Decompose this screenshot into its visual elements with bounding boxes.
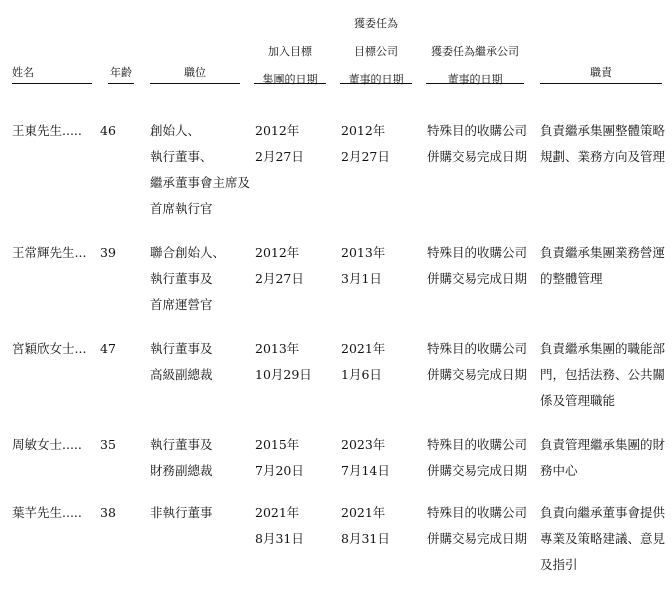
header-age-line: 年齡: [110, 66, 132, 79]
cell-duties-line: 的整體管理: [540, 271, 603, 286]
cell-name: 葉芊先生.....: [12, 505, 82, 520]
cell-appointed-successor-line: 併購交易完成日期: [427, 463, 528, 478]
cell-appointed-successor-line: 特殊目的收購公司: [427, 505, 528, 520]
cell-duties: [540, 500, 665, 578]
cell-position: [150, 240, 225, 318]
cell-appointed-target-line: 7月14日: [341, 463, 390, 478]
cell-joined-line: 10月29日: [255, 367, 312, 382]
cell-joined: [255, 240, 304, 292]
cell-duties-line: 負責繼承集團整體策略: [540, 123, 666, 138]
cell-duties-line: 係及管理職能: [540, 393, 616, 408]
cell-joined-line: 2012年: [255, 123, 300, 138]
cell-appointed-successor: [427, 118, 527, 170]
cell-appointed-target: [341, 240, 385, 292]
header-name: [12, 66, 34, 80]
cell-joined-line: 2012年: [255, 245, 300, 260]
header-rule-duties: [540, 83, 662, 84]
cell-joined: [255, 500, 304, 552]
header-appointed-successor: [426, 38, 524, 94]
cell-position-line: 首席運營官: [150, 297, 213, 312]
cell-appointed-target: [341, 118, 390, 170]
cell-position-line: 繼承董事會主席及: [150, 175, 251, 190]
header-duties: [540, 66, 662, 80]
cell-joined: [255, 118, 304, 170]
cell-appointed-target-line: 1月6日: [341, 367, 382, 382]
cell-appointed-successor-line: 併購交易完成日期: [427, 271, 528, 286]
cell-appointed-successor: [427, 500, 527, 552]
cell-position-line: 高級副總裁: [150, 367, 213, 382]
header-name-line: 姓名: [12, 66, 34, 79]
header-appointed-target-line-1: 獲委任為: [354, 17, 398, 30]
cell-appointed-target: [341, 432, 390, 484]
cell-duties-line: 專業及策略建議、意見: [540, 531, 666, 546]
cell-joined: [255, 336, 312, 388]
cell-name: 周敏女士.....: [12, 437, 82, 452]
cell-position-line: 財務副總裁: [150, 463, 213, 478]
cell-age: 39: [100, 245, 116, 260]
cell-duties-line: 負責管理繼承集團的財: [540, 437, 666, 452]
cell-duties-line: 門，包括法務、公共關: [540, 367, 666, 382]
cell-appointed-target-line: 2023年: [341, 437, 386, 452]
cell-position-line: 執行董事及: [150, 271, 213, 286]
cell-position-line: 首席執行官: [150, 201, 213, 216]
cell-duties-line: 負責繼承集團的職能部: [540, 341, 666, 356]
cell-joined-line: 8月31日: [255, 531, 304, 546]
cell-appointed-target: [341, 336, 385, 388]
cell-name: 宮穎欣女士...: [12, 341, 87, 356]
header-rule-appointed-target: [340, 83, 412, 84]
cell-age: 38: [100, 505, 116, 520]
cell-appointed-target-line: 2021年: [341, 341, 386, 356]
header-appointed-successor-line-1: 獲委任為繼承公司: [431, 45, 519, 58]
cell-joined-line: 2月27日: [255, 271, 304, 286]
cell-duties: [540, 118, 665, 170]
header-rule-name: [12, 83, 92, 84]
cell-appointed-target-line: 8月31日: [341, 531, 390, 546]
cell-appointed-target-line: 2013年: [341, 245, 386, 260]
cell-age: 35: [100, 437, 116, 452]
header-appointed-successor-line-2: 董事的日期: [447, 73, 503, 86]
cell-appointed-target-line: 2021年: [341, 505, 386, 520]
cell-joined-line: 7月20日: [255, 463, 304, 478]
cell-duties: [540, 336, 665, 414]
cell-duties-line: 負責繼承集團業務營運: [540, 245, 666, 260]
header-rule-age: [108, 83, 134, 84]
cell-joined: [255, 432, 304, 484]
cell-position-line: 執行董事及: [150, 437, 213, 452]
cell-appointed-successor: [427, 432, 527, 484]
header-rule-position: [150, 83, 240, 84]
header-appointed-target: [340, 10, 412, 94]
cell-appointed-successor-line: 併購交易完成日期: [427, 367, 528, 382]
header-position-line: 職位: [184, 66, 206, 79]
cell-duties-line: 及指引: [540, 557, 578, 572]
cell-name: 王東先生.....: [12, 123, 82, 138]
cell-appointed-target-line: 2012年: [341, 123, 386, 138]
cell-appointed-target: [341, 500, 390, 552]
header-age: [108, 66, 134, 80]
cell-joined-line: 2021年: [255, 505, 300, 520]
header-position: [150, 66, 240, 80]
cell-duties-line: 負責向繼承董事會提供: [540, 505, 666, 520]
cell-duties-line: 規劃、業務方向及管理: [540, 149, 666, 164]
cell-appointed-successor-line: 特殊目的收購公司: [427, 437, 528, 452]
cell-position: [150, 500, 213, 526]
header-joined-line-2: 集團的日期: [262, 73, 318, 86]
cell-position: [150, 336, 213, 388]
cell-appointed-successor-line: 特殊目的收購公司: [427, 341, 528, 356]
cell-age: 47: [100, 341, 116, 356]
cell-duties: [540, 432, 665, 484]
cell-duties: [540, 240, 665, 292]
cell-joined-line: 2月27日: [255, 149, 304, 164]
cell-age: 46: [100, 123, 116, 138]
header-rule-appointed-successor: [426, 83, 524, 84]
cell-joined-line: 2015年: [255, 437, 300, 452]
cell-position-line: 非執行董事: [150, 505, 213, 520]
header-appointed-target-line-2: 目標公司: [354, 45, 398, 58]
header-rule-joined: [254, 83, 326, 84]
cell-position-line: 聯合創始人、: [150, 245, 226, 260]
cell-position: [150, 118, 250, 222]
header-joined-line-1: 加入目標: [268, 45, 312, 58]
header-appointed-target-line-3: 董事的日期: [348, 73, 404, 86]
cell-appointed-successor-line: 併購交易完成日期: [427, 531, 528, 546]
cell-appointed-successor-line: 特殊目的收購公司: [427, 245, 528, 260]
cell-joined-line: 2013年: [255, 341, 300, 356]
cell-position: [150, 432, 213, 484]
cell-position-line: 執行董事、: [150, 149, 213, 164]
header-joined: [254, 38, 326, 94]
cell-appointed-successor-line: 併購交易完成日期: [427, 149, 528, 164]
cell-appointed-successor-line: 特殊目的收購公司: [427, 123, 528, 138]
cell-appointed-successor: [427, 240, 527, 292]
cell-duties-line: 務中心: [540, 463, 578, 478]
header-duties-line: 職責: [590, 66, 612, 79]
cell-appointed-successor: [427, 336, 527, 388]
cell-name: 王常輝先生...: [12, 245, 87, 260]
cell-appointed-target-line: 2月27日: [341, 149, 390, 164]
cell-position-line: 創始人、: [150, 123, 201, 138]
cell-appointed-target-line: 3月1日: [341, 271, 382, 286]
cell-position-line: 執行董事及: [150, 341, 213, 356]
